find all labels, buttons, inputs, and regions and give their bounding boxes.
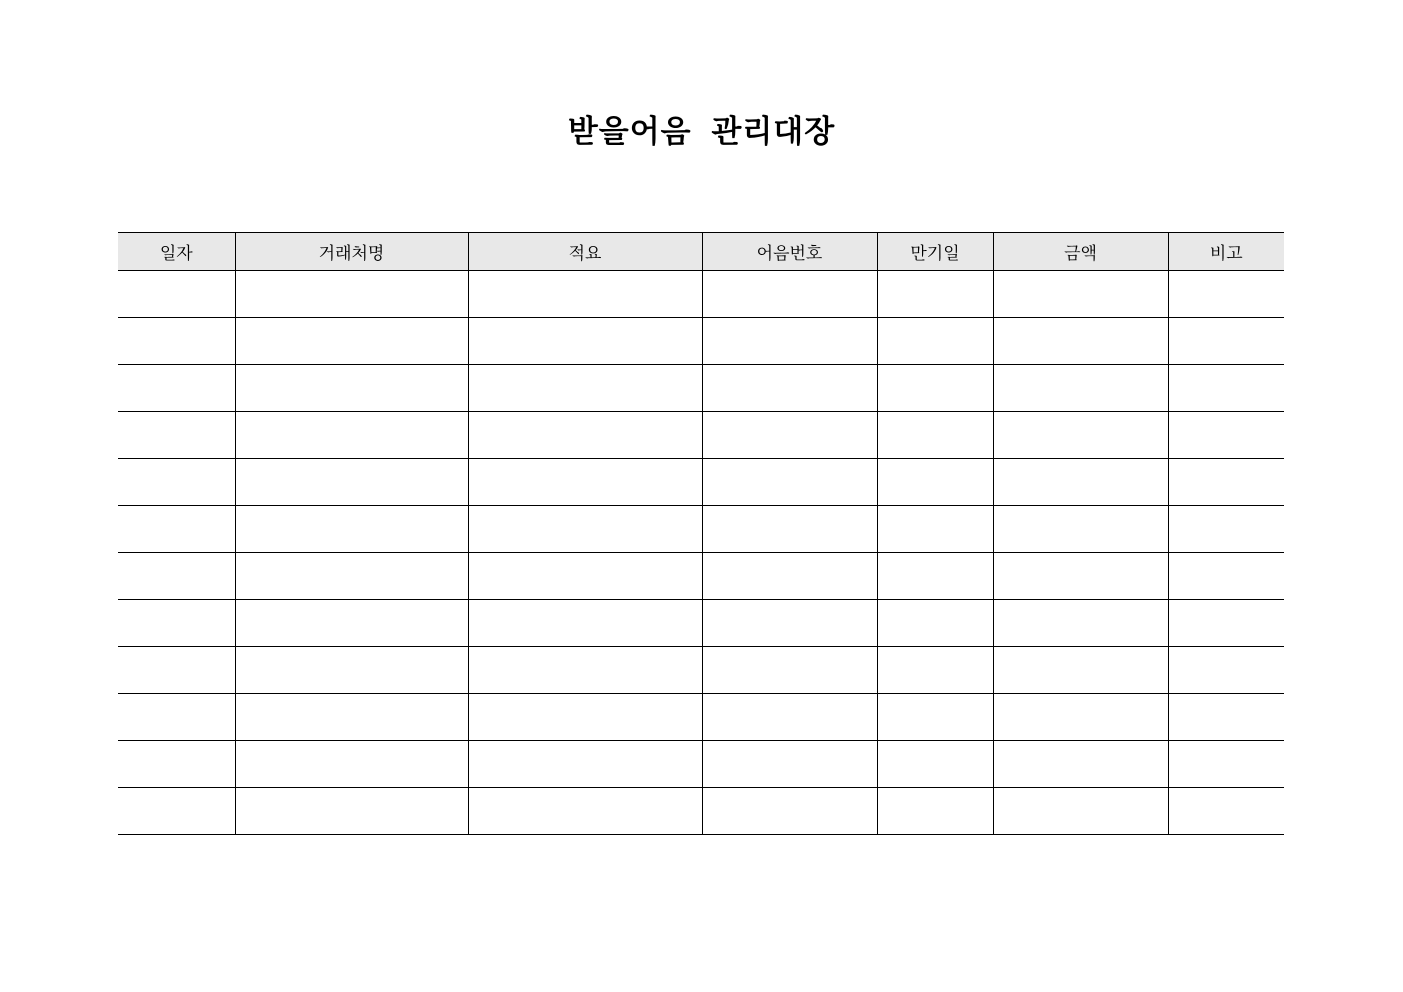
table-row	[118, 506, 1284, 553]
cell-description[interactable]	[468, 271, 702, 318]
cell-amount[interactable]	[993, 647, 1168, 694]
table-row	[118, 553, 1284, 600]
cell-description[interactable]	[468, 506, 702, 553]
cell-client-name[interactable]	[235, 694, 468, 741]
cell-description[interactable]	[468, 788, 702, 835]
table-row	[118, 741, 1284, 788]
cell-note-number[interactable]	[702, 788, 877, 835]
cell-amount[interactable]	[993, 318, 1168, 365]
table-row	[118, 647, 1284, 694]
cell-amount[interactable]	[993, 412, 1168, 459]
header-row	[118, 233, 1284, 271]
cell-due-date[interactable]	[877, 788, 993, 835]
ledger-table	[118, 232, 1284, 835]
cell-note-number[interactable]	[702, 741, 877, 788]
cell-client-name[interactable]	[235, 788, 468, 835]
header-due-date: 만기일	[877, 233, 993, 271]
cell-remarks[interactable]	[1168, 788, 1284, 835]
cell-description[interactable]	[468, 600, 702, 647]
cell-remarks[interactable]	[1168, 318, 1284, 365]
header-client-name: 거래처명	[235, 233, 468, 271]
cell-due-date[interactable]	[877, 365, 993, 412]
cell-client-name[interactable]	[235, 271, 468, 318]
table-row	[118, 694, 1284, 741]
cell-note-number[interactable]	[702, 412, 877, 459]
table-row	[118, 271, 1284, 318]
cell-description[interactable]	[468, 553, 702, 600]
cell-note-number[interactable]	[702, 600, 877, 647]
cell-note-number[interactable]	[702, 271, 877, 318]
table-row	[118, 318, 1284, 365]
table-row	[118, 600, 1284, 647]
cell-date[interactable]	[118, 600, 235, 647]
cell-remarks[interactable]	[1168, 271, 1284, 318]
table-row	[118, 412, 1284, 459]
ledger-body	[118, 271, 1284, 835]
cell-due-date[interactable]	[877, 647, 993, 694]
cell-date[interactable]	[118, 553, 235, 600]
cell-amount[interactable]	[993, 788, 1168, 835]
cell-amount[interactable]	[993, 694, 1168, 741]
cell-amount[interactable]	[993, 553, 1168, 600]
cell-remarks[interactable]	[1168, 365, 1284, 412]
cell-due-date[interactable]	[877, 412, 993, 459]
cell-note-number[interactable]	[702, 318, 877, 365]
cell-note-number[interactable]	[702, 506, 877, 553]
header-amount: 금액	[993, 233, 1168, 271]
cell-remarks[interactable]	[1168, 506, 1284, 553]
cell-date[interactable]	[118, 647, 235, 694]
cell-remarks[interactable]	[1168, 694, 1284, 741]
cell-date[interactable]	[118, 788, 235, 835]
cell-note-number[interactable]	[702, 365, 877, 412]
cell-date[interactable]	[118, 318, 235, 365]
cell-client-name[interactable]	[235, 365, 468, 412]
cell-client-name[interactable]	[235, 553, 468, 600]
cell-date[interactable]	[118, 506, 235, 553]
table-row	[118, 788, 1284, 835]
cell-due-date[interactable]	[877, 741, 993, 788]
header-date: 일자	[118, 233, 235, 271]
cell-due-date[interactable]	[877, 506, 993, 553]
table-row	[118, 365, 1284, 412]
cell-due-date[interactable]	[877, 553, 993, 600]
cell-description[interactable]	[468, 365, 702, 412]
cell-date[interactable]	[118, 459, 235, 506]
page-title: 받을어음 관리대장	[567, 114, 836, 150]
cell-amount[interactable]	[993, 271, 1168, 318]
cell-client-name[interactable]	[235, 459, 468, 506]
cell-remarks[interactable]	[1168, 553, 1284, 600]
header-remarks: 비고	[1168, 233, 1284, 271]
cell-amount[interactable]	[993, 365, 1168, 412]
cell-remarks[interactable]	[1168, 647, 1284, 694]
cell-client-name[interactable]	[235, 318, 468, 365]
cell-due-date[interactable]	[877, 318, 993, 365]
cell-client-name[interactable]	[235, 600, 468, 647]
cell-description[interactable]	[468, 741, 702, 788]
cell-client-name[interactable]	[235, 741, 468, 788]
cell-due-date[interactable]	[877, 694, 993, 741]
cell-client-name[interactable]	[235, 506, 468, 553]
cell-date[interactable]	[118, 271, 235, 318]
header-note-number: 어음번호	[702, 233, 877, 271]
header-description: 적요	[468, 233, 702, 271]
cell-amount[interactable]	[993, 506, 1168, 553]
cell-due-date[interactable]	[877, 459, 993, 506]
cell-remarks[interactable]	[1168, 600, 1284, 647]
cell-note-number[interactable]	[702, 647, 877, 694]
cell-date[interactable]	[118, 412, 235, 459]
cell-amount[interactable]	[993, 741, 1168, 788]
cell-due-date[interactable]	[877, 271, 993, 318]
cell-client-name[interactable]	[235, 647, 468, 694]
cell-description[interactable]	[468, 459, 702, 506]
cell-date[interactable]	[118, 365, 235, 412]
cell-remarks[interactable]	[1168, 459, 1284, 506]
cell-client-name[interactable]	[235, 412, 468, 459]
cell-remarks[interactable]	[1168, 412, 1284, 459]
table-row	[118, 459, 1284, 506]
cell-description[interactable]	[468, 694, 702, 741]
cell-amount[interactable]	[993, 459, 1168, 506]
cell-remarks[interactable]	[1168, 741, 1284, 788]
cell-note-number[interactable]	[702, 553, 877, 600]
cell-note-number[interactable]	[702, 694, 877, 741]
cell-amount[interactable]	[993, 600, 1168, 647]
cell-description[interactable]	[468, 412, 702, 459]
cell-description[interactable]	[468, 647, 702, 694]
cell-date[interactable]	[118, 694, 235, 741]
cell-note-number[interactable]	[702, 459, 877, 506]
cell-due-date[interactable]	[877, 600, 993, 647]
cell-description[interactable]	[468, 318, 702, 365]
cell-date[interactable]	[118, 741, 235, 788]
